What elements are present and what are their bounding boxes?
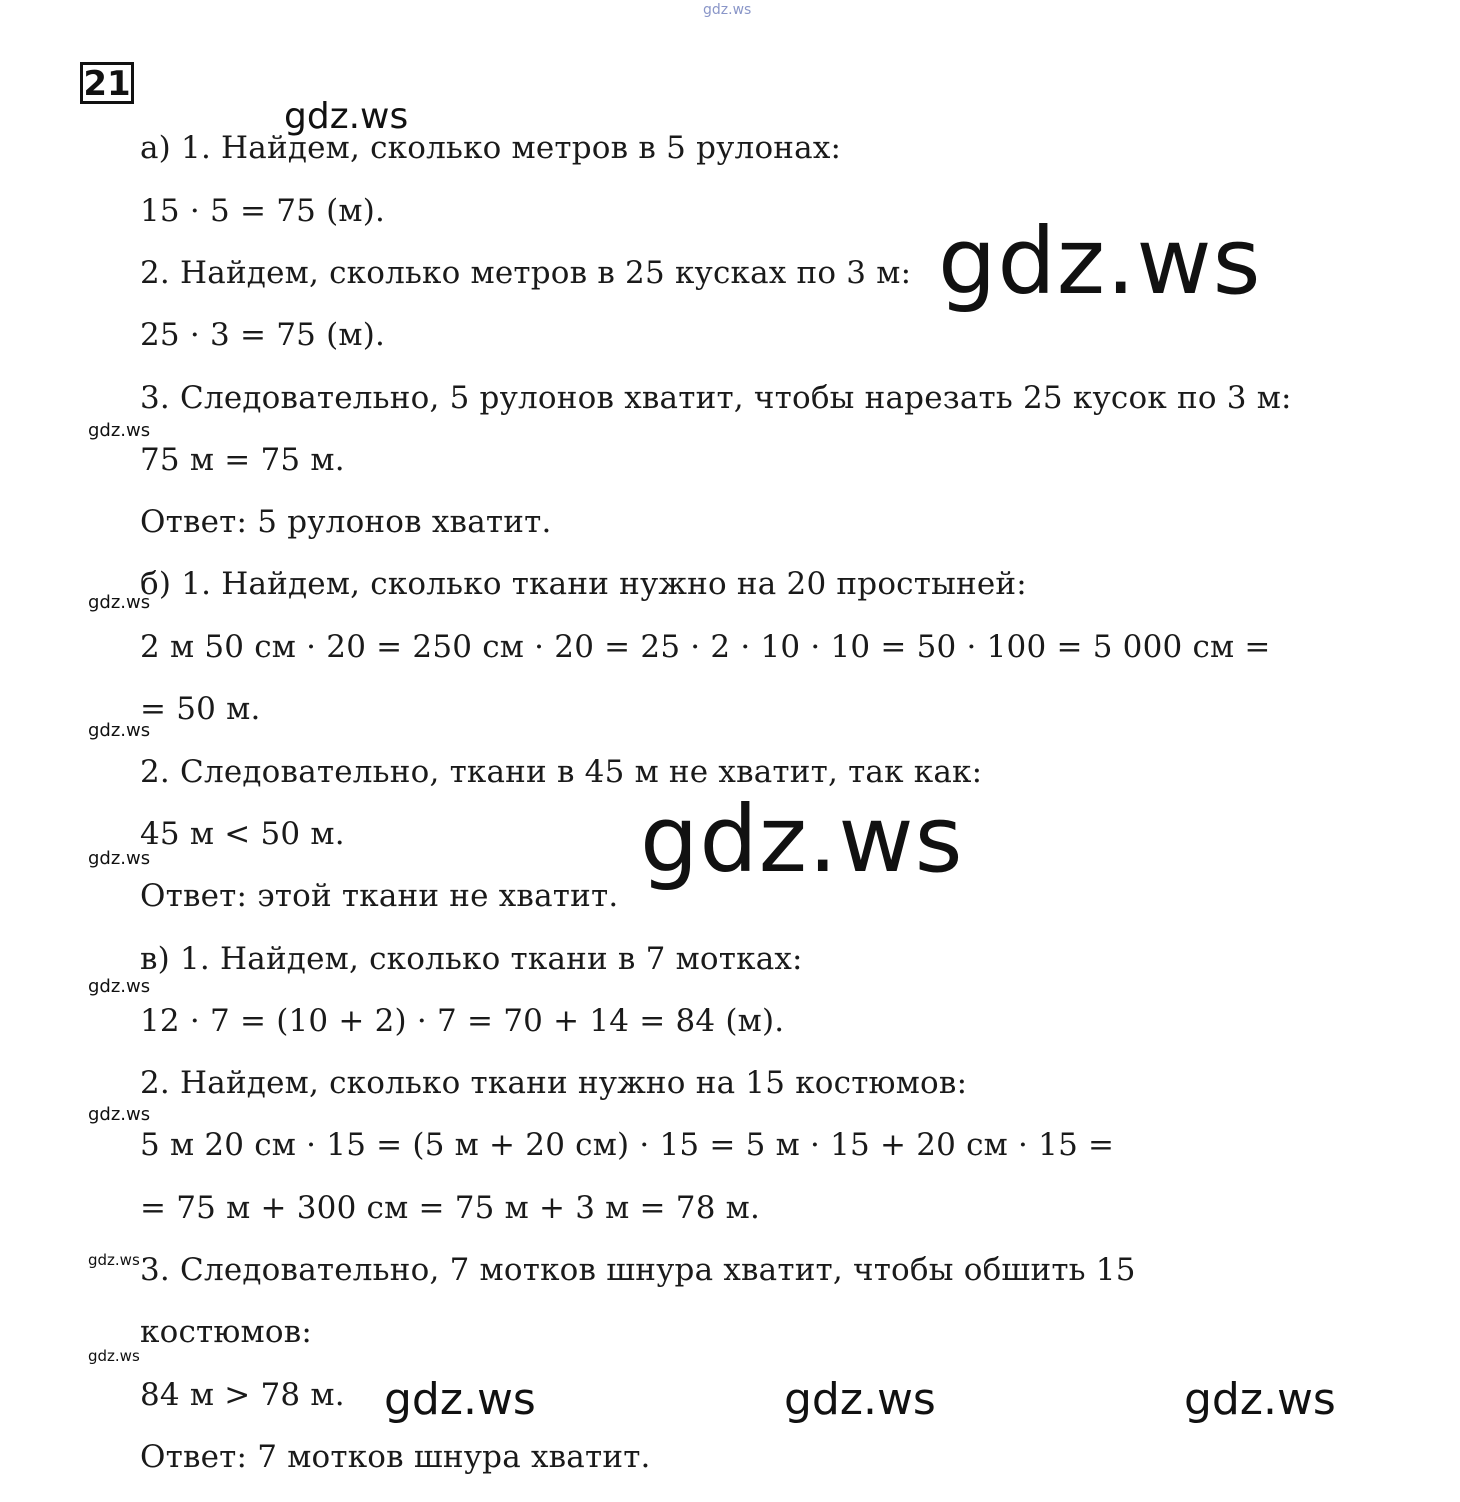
solution-line: 2. Найдем, сколько метров в 25 кусках по 3 м:: [140, 255, 912, 291]
watermark: gdz.ws: [88, 848, 151, 869]
solution-line: = 50 м.: [140, 691, 261, 727]
task-number: 21: [80, 62, 134, 104]
watermark: gdz.ws: [88, 1251, 140, 1269]
solution-line: 3. Следовательно, 7 мотков шнура хватит, чтобы обшить 15: [140, 1252, 1136, 1288]
watermark: gdz.ws: [938, 208, 1262, 315]
solution-line: 25 · 3 = 75 (м).: [140, 317, 386, 353]
solution-line: 5 м 20 см · 15 = (5 м + 20 см) · 15 = 5 м · 15 + 20 см · 15 =: [140, 1127, 1115, 1163]
solution-line: 15 · 5 = 75 (м).: [140, 193, 386, 229]
watermark: gdz.ws: [284, 96, 409, 137]
solution-line: а) 1. Найдем, сколько метров в 5 рулонах:: [140, 130, 842, 166]
solution-line: = 75 м + 300 см = 75 м + 3 м = 78 м.: [140, 1190, 761, 1226]
watermark: gdz.ws: [88, 592, 151, 613]
solution-line: 12 · 7 = (10 + 2) · 7 = 70 + 14 = 84 (м).: [140, 1003, 785, 1039]
watermark: gdz.ws: [88, 1104, 151, 1125]
solution-line: 84 м > 78 м.: [140, 1377, 345, 1413]
watermark: gdz.ws: [384, 1374, 536, 1425]
top-watermark: gdz.ws: [703, 2, 752, 18]
solution-line: костюмов:: [140, 1314, 313, 1350]
solution-line: 3. Следовательно, 5 рулонов хватит, чтобы нарезать 25 кусок по 3 м:: [140, 380, 1292, 416]
solution-line: б) 1. Найдем, сколько ткани нужно на 20 простыней:: [140, 566, 1027, 602]
solution-line: в) 1. Найдем, сколько ткани в 7 мотках:: [140, 941, 803, 977]
solution-line: 2 м 50 см · 20 = 250 см · 20 = 25 · 2 · 10 · 10 = 50 · 100 = 5 000 см =: [140, 629, 1271, 665]
watermark: gdz.ws: [1184, 1374, 1336, 1425]
watermark: gdz.ws: [88, 720, 151, 741]
watermark: gdz.ws: [784, 1374, 936, 1425]
watermark: gdz.ws: [88, 420, 151, 441]
solution-line: 2. Найдем, сколько ткани нужно на 15 костюмов:: [140, 1065, 968, 1101]
solution-line: 75 м = 75 м.: [140, 442, 345, 478]
answer-line: Ответ: 7 мотков шнура хватит.: [140, 1439, 651, 1475]
solution-line: 45 м < 50 м.: [140, 816, 345, 852]
answer-line: Ответ: 5 рулонов хватит.: [140, 504, 552, 540]
solution-line: 2. Следовательно, ткани в 45 м не хватит, так как:: [140, 754, 983, 790]
watermark: gdz.ws: [88, 1347, 140, 1365]
watermark: gdz.ws: [88, 976, 151, 997]
answer-line: Ответ: этой ткани не хватит.: [140, 878, 619, 914]
watermark: gdz.ws: [640, 786, 964, 893]
